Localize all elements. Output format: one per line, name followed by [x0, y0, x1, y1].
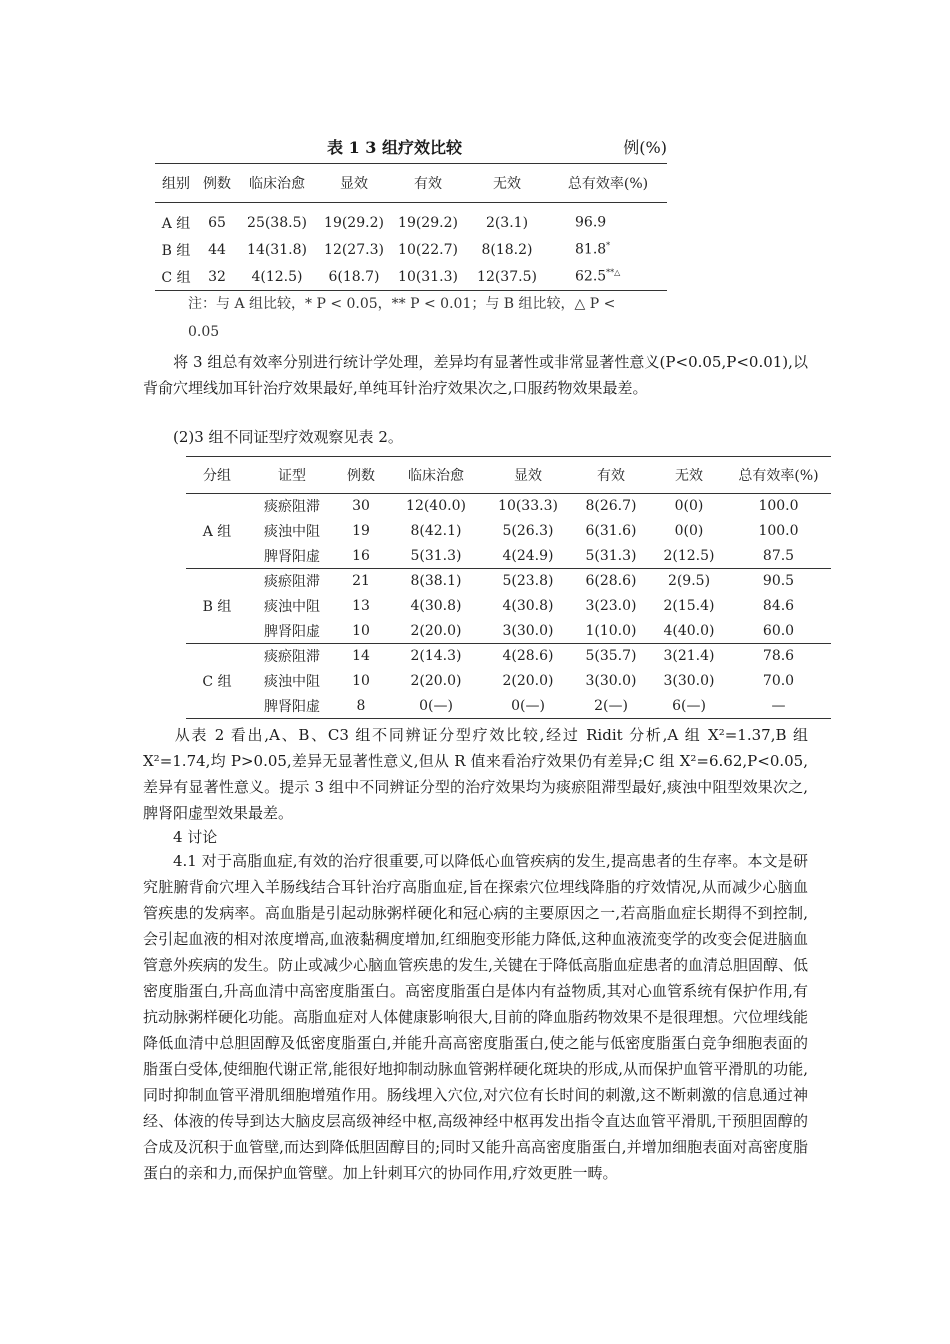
table2-header-cell: 分组: [186, 457, 248, 494]
table-row: [186, 644, 831, 669]
table-cell: 16: [352, 547, 370, 564]
table-cell: 2(20.0): [502, 673, 554, 690]
table-cell: 5(31.3): [585, 547, 637, 564]
table2-header-cell: 证型: [248, 457, 336, 494]
table-cell: —: [771, 697, 786, 714]
table-cell: 4(40.0): [663, 622, 715, 639]
table-cell: 3(30.0): [663, 673, 715, 690]
table-cell: 6(—): [672, 697, 706, 714]
table-cell: 2(20.0): [410, 673, 462, 690]
table-cell: 65: [208, 214, 226, 231]
table-cell: 8: [356, 697, 366, 714]
group-cell: C 组: [186, 644, 248, 719]
table1-header-cell: 组别: [155, 164, 197, 203]
table-row: [155, 203, 667, 237]
table-cell: 13: [352, 598, 370, 615]
total-value: 81.8: [575, 241, 607, 258]
table-cell: [549, 236, 667, 263]
table-cell: 19: [352, 523, 370, 540]
table-cell: 脾肾阳虚: [264, 623, 320, 640]
table1-note-cont: 0.05: [188, 324, 220, 340]
table-cell: 2(3.1): [485, 214, 529, 231]
table-row: [155, 263, 667, 291]
table-cell: 5(23.8): [486, 569, 570, 594]
table-row: [155, 236, 667, 263]
table2-header-cell: 无效: [652, 457, 726, 494]
paragraph: [143, 848, 808, 1186]
table-cell: 10(31.3): [398, 268, 458, 285]
table-cell: 84.6: [762, 598, 795, 615]
table-cell: 44: [208, 241, 226, 258]
table2-header-cell: 例数: [336, 457, 386, 494]
table2-header: [186, 457, 831, 494]
table-cell: 2(12.5): [663, 547, 715, 564]
table-cell: 3(30.0): [502, 622, 554, 639]
table-cell: 痰浊中阻: [264, 599, 320, 616]
table-cell: 60.0: [762, 622, 795, 639]
total-value: 62.5: [575, 268, 607, 285]
table1-title-row: [155, 135, 667, 159]
table-cell: 2(15.4): [663, 598, 715, 615]
table2-header-cell: 总有效率(%): [726, 457, 831, 494]
table1-header: [155, 164, 667, 203]
table-row: [186, 694, 831, 719]
table-cell: 14: [336, 644, 386, 669]
table-cell: 32: [208, 268, 226, 285]
paragraph-text: 从表 2 看出,A、B、C3 组不同辨证分型疗效比较,经过 Ridit 分析,A 组 X²=1.37,B 组 X²=1.74,均 P>0.05,差异无显著性意义,但从 R 值来看治疗效果仍有差异;C 组 X²=6.62,P<0.05,差异有显著性意义。提示 3 组中不同辨证分型的治疗效果均为痰瘀阻滞型最好,痰浊中阻型效果次之,脾肾阳虚型效果最差。: [143, 726, 808, 822]
table-cell: 痰瘀阻滞: [248, 569, 336, 594]
table-cell: 14(31.8): [247, 241, 307, 258]
table-cell: 19(29.2): [398, 214, 458, 231]
table-cell: [549, 203, 667, 237]
table-cell: 3(30.0): [585, 673, 637, 690]
table-cell: 78.6: [726, 644, 831, 669]
table-cell: 6(28.6): [570, 569, 652, 594]
table-cell: [549, 263, 667, 291]
table-cell: 12(37.5): [477, 268, 537, 285]
table2-intro: (2)3 组不同证型疗效观察见表 2。: [173, 428, 403, 446]
table-cell: 10: [352, 673, 370, 690]
table1-header-cell: 有效: [391, 164, 465, 203]
table-cell: 10(33.3): [498, 498, 558, 515]
table1-header-cell: 无效: [465, 164, 549, 203]
table1-header-cell: 临床治愈: [237, 164, 317, 203]
table-row: [186, 494, 831, 519]
table-cell: 19(29.2): [324, 214, 384, 231]
table-cell: 3(21.4): [652, 644, 726, 669]
table-cell: 70.0: [762, 673, 795, 690]
table-cell: 0(—): [419, 697, 453, 714]
table2: [186, 456, 831, 719]
table-cell: 脾肾阳虚: [264, 548, 320, 565]
table2-header-cell: 有效: [570, 457, 652, 494]
table-cell: 5(26.3): [502, 523, 554, 540]
table1-header-cell: 总有效率(%): [549, 164, 667, 203]
table-cell: 0(—): [511, 697, 545, 714]
table-cell: 87.5: [762, 547, 795, 564]
table-cell: 痰瘀阻滞: [264, 499, 320, 516]
section-heading: 4 讨论: [173, 828, 218, 846]
table-cell: 100.0: [758, 498, 799, 515]
table2-header-cell: 显效: [486, 457, 570, 494]
table-cell: 30: [352, 498, 370, 515]
table1-header-cell: 例数: [197, 164, 237, 203]
table-cell: 6(18.7): [328, 268, 380, 285]
table-cell: 100.0: [758, 523, 799, 540]
table1-title: 表 1 3 组疗效比较: [327, 138, 462, 157]
table-cell: C 组: [161, 269, 191, 286]
total-value: 96.9: [575, 214, 607, 231]
table-cell: A 组: [161, 215, 191, 232]
table-cell: 6(31.6): [585, 523, 637, 540]
table-cell: 3(23.0): [585, 598, 637, 615]
table-row: [186, 569, 831, 594]
table-row: [186, 594, 831, 619]
table-row: [186, 618, 831, 643]
table-row: [186, 519, 831, 544]
table-cell: 痰浊中阻: [264, 524, 320, 541]
significance-mark: **△: [606, 268, 621, 278]
table-cell: 21: [336, 569, 386, 594]
table-cell: 8(18.2): [481, 241, 533, 258]
table2-header-cell: 临床治愈: [386, 457, 486, 494]
group-cell: B 组: [186, 569, 248, 644]
table1: [155, 163, 667, 291]
table-cell: 8(38.1): [386, 569, 486, 594]
significance-mark: *: [606, 241, 611, 251]
table-cell: 4(24.9): [502, 547, 554, 564]
table1-header-cell: 显效: [317, 164, 391, 203]
table-cell: 2(20.0): [410, 622, 462, 639]
table-cell: 4(30.8): [502, 598, 554, 615]
table-cell: 0(0): [674, 523, 704, 540]
table-cell: 2(14.3): [386, 644, 486, 669]
table-cell: 8(42.1): [410, 523, 462, 540]
table-cell: 脾肾阳虚: [264, 698, 320, 715]
table1-unit: 例(%): [623, 138, 667, 157]
table-cell: 4(12.5): [251, 268, 303, 285]
table-cell: 痰浊中阻: [264, 674, 320, 691]
table-row: [186, 543, 831, 568]
table-cell: 0(0): [674, 498, 704, 515]
table-cell: 4(28.6): [486, 644, 570, 669]
table-cell: 5(35.7): [570, 644, 652, 669]
table-cell: 痰瘀阻滞: [248, 644, 336, 669]
table-cell: 25(38.5): [247, 214, 307, 231]
paragraph: [143, 722, 808, 826]
table-cell: 90.5: [726, 569, 831, 594]
paragraph-text: 将 3 组总有效率分别进行统计学处理，差异均有显著性或非常显著性意义(P<0.05,P<0.01),以背俞穴埋线加耳针治疗效果最好,单纯耳针治疗效果次之,口服药物效果最差。: [143, 353, 808, 397]
paragraph-text: 4.1 对于高脂血症,有效的治疗很重要,可以降低心血管疾病的发生,提高患者的生存率。本文是研究脏腑背俞穴埋入羊肠线结合耳针治疗高脂血症,旨在探索穴位埋线降脂的疗效情况,从而减少心脑血管疾患的发病率。高血脂是引起动脉粥样硬化和冠心病的主要原因之一,若高脂血症长期得不到控制,会引起血液的相对浓度增高,血液黏稠度增加,红细胞变形能力降低,这种血液流变学的改变会促进脑血管意外疾病的发生。防止或减少心脑血管疾患的发生,关键在于降低高脂血症患者的血清总胆固醇、低密度脂蛋白,升高血清中高密度脂蛋白。高密度脂蛋白是体内有益物质,其对心血管系统有保护作用,有抗动脉粥样硬化功能。高脂血症对人体健康影响很大,目前的降血脂药物效果不是很理想。穴位埋线能降低血清中总胆固醇及低密度脂蛋白,并能升高高密度脂蛋白,使之能与低密度脂蛋白竞争细胞表面的脂蛋白受体,使细胞代谢正常,能很好地抑制动脉血管粥样硬化斑块的形成,从而保护血管平滑肌的功能,同时抑制血管平滑肌细胞增殖作用。肠线埋入穴位,对穴位有长时间的刺激,这不断刺激的信息通过神经、体液的传导到达大脑皮层高级神经中枢,高级神经中枢再发出指令直达血管平滑肌,干预胆固醇的合成及沉积于血管壁,而达到降低胆固醇目的;同时又能升高高密度脂蛋白,并增加细胞表面对高密度脂蛋白的亲和力,而保护血管壁。加上针刺耳穴的协同作用,疗效更胜一畴。: [143, 852, 808, 1182]
table-cell: 12(27.3): [324, 241, 384, 258]
table-cell: 4(30.8): [410, 598, 462, 615]
table-cell: 10(22.7): [398, 241, 458, 258]
table-cell: 2(9.5): [652, 569, 726, 594]
table1-note: 注：与 A 组比较，* P < 0.05，** P < 0.01；与 B 组比较，△ P <: [188, 296, 616, 312]
table-row: [186, 669, 831, 694]
table-cell: 2(—): [594, 697, 628, 714]
table-cell: 8(26.7): [585, 498, 637, 515]
table-cell: B 组: [161, 242, 191, 259]
table-cell: 5(31.3): [410, 547, 462, 564]
table-cell: 12(40.0): [406, 498, 466, 515]
paragraph: [143, 349, 808, 401]
table-cell: 10: [352, 622, 370, 639]
group-cell: A 组: [202, 524, 232, 541]
table-cell: 1(10.0): [585, 622, 637, 639]
